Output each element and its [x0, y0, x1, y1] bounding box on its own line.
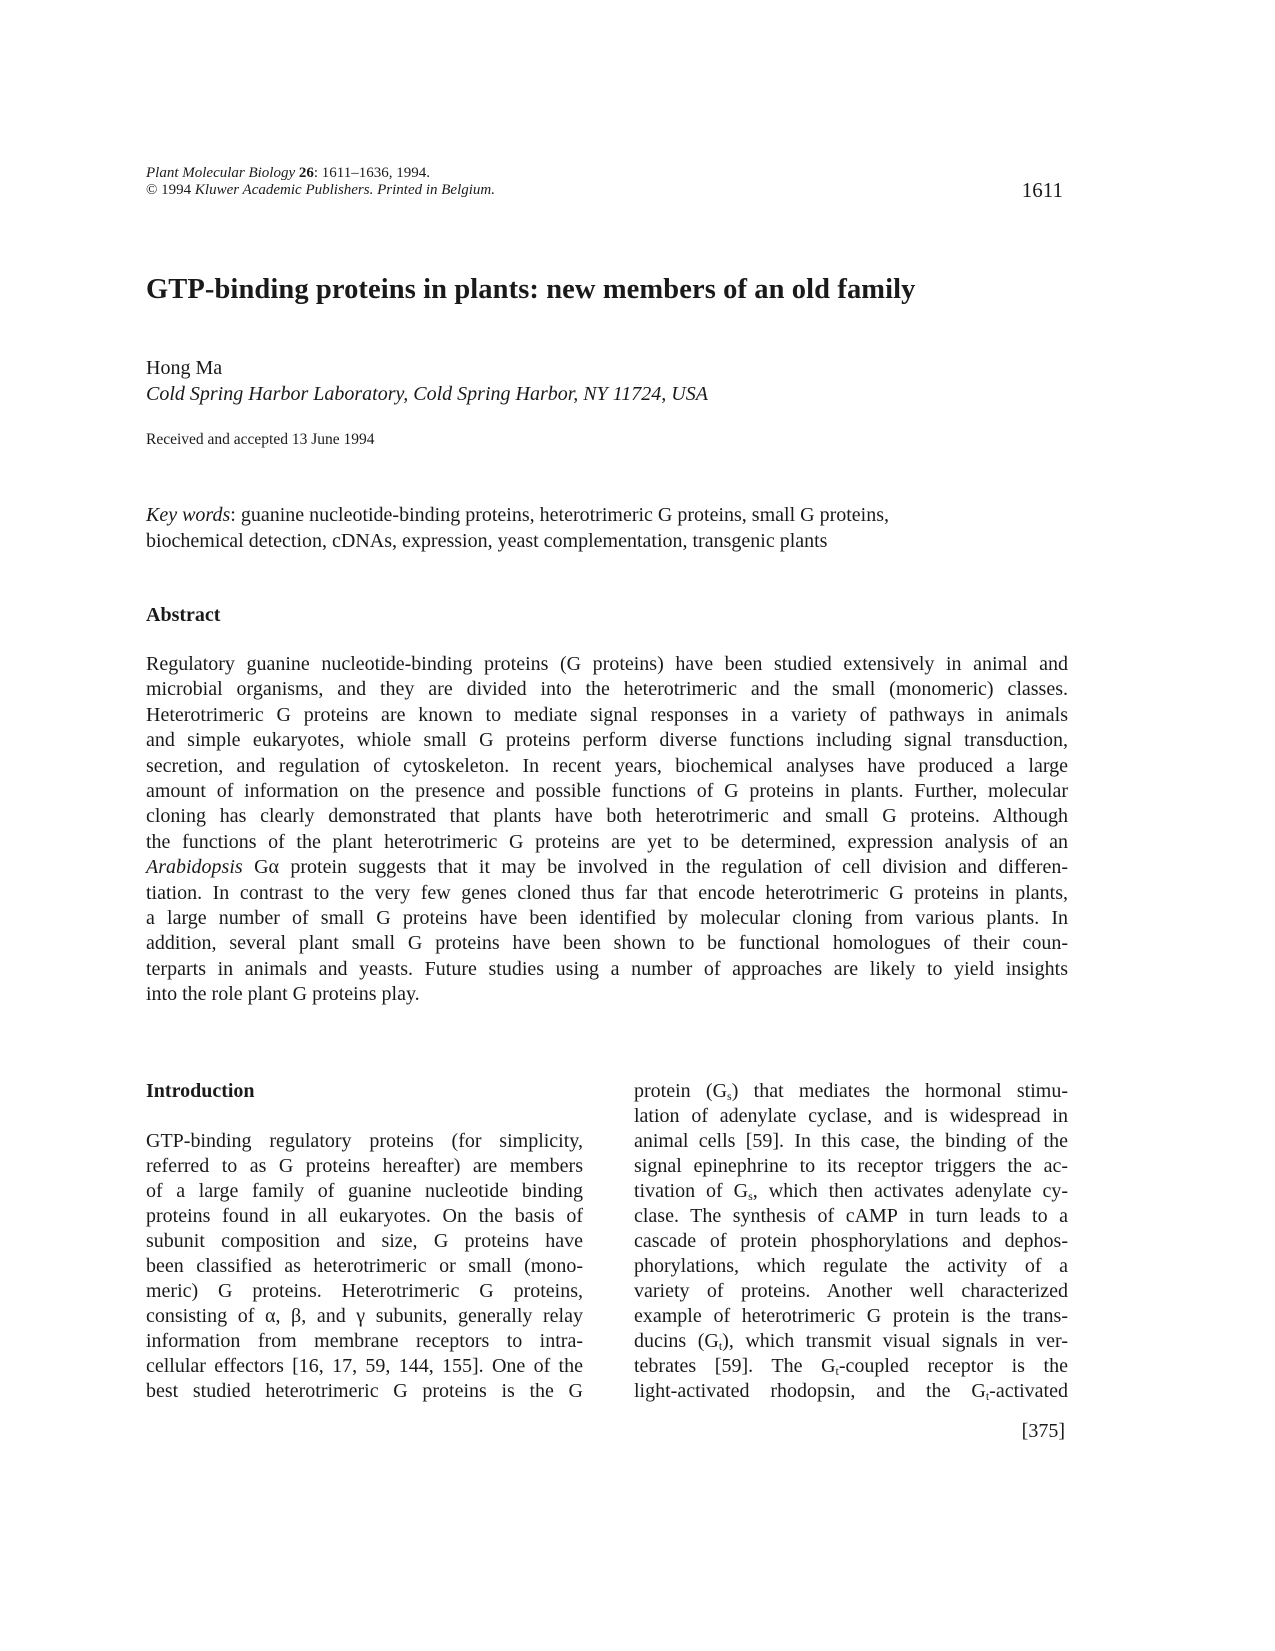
subscript: s: [748, 1189, 753, 1203]
page-number: 1611: [1021, 178, 1063, 202]
subscript: t: [985, 1389, 990, 1403]
intro-line: animal cells [59]. In this case, the binding of the: [634, 1130, 1068, 1152]
text-run: ) that mediates the hormonal stimu-: [731, 1080, 1068, 1102]
intro-right-column: [634, 1080, 1068, 1405]
intro-line: referred to as G proteins hereafter) are members: [146, 1155, 583, 1177]
abstract-line: Regulatory guanine nucleotide-binding proteins (G proteins) have been studied extensively in animal and: [146, 653, 1068, 675]
intro-line: GTP-binding regulatory proteins (for simplicity,: [146, 1130, 583, 1152]
journal-name: Plant Molecular Biology: [146, 165, 296, 181]
text-run: -coupled receptor is the: [838, 1355, 1068, 1377]
abstract-line: the functions of the plant heterotrimeric G proteins are yet to be determined, expression analysis of an: [146, 830, 1068, 853]
subscript: s: [727, 1089, 732, 1103]
text-run: -activated: [989, 1380, 1068, 1402]
organism-name: Arabidopsis: [146, 856, 243, 879]
keywords-line-2: biochemical detection, cDNAs, expression, yeast complementation, transgenic plants: [146, 529, 828, 552]
received-date: Received and accepted 13 June 1994: [146, 431, 375, 448]
author-affiliation: Cold Spring Harbor Laboratory, Cold Spring Harbor, NY 11724, USA: [146, 383, 708, 405]
keywords-label: Key words: [146, 504, 231, 526]
intro-line: signal epinephrine to its receptor triggers the ac-: [634, 1155, 1068, 1177]
intro-line: of a large family of guanine nucleotide binding: [146, 1180, 583, 1202]
intro-line: cellular effectors [16, 17, 59, 144, 155]. One of the: [146, 1355, 583, 1377]
abstract-line: amount of information on the presence and possible functions of G proteins in plants. Further, molecular: [146, 779, 1068, 802]
abstract-line: microbial organisms, and they are divided into the heterotrimeric and the small (monomeric) classes.: [146, 678, 1068, 701]
abstract-line: cloning has clearly demonstrated that plants have both heterotrimeric and small G proteins. Although: [146, 805, 1068, 828]
text-run: , which then activates adenylate cy-: [752, 1180, 1068, 1202]
text-run: ducins (G: [634, 1330, 719, 1352]
journal-pages: : 1611–1636, 1994.: [313, 165, 431, 181]
text-run: ), which transmit visual signals in ver-: [722, 1330, 1068, 1352]
intro-line: cascade of protein phosphorylations and dephos-: [634, 1230, 1068, 1252]
abstract-line: into the role plant G proteins play.: [146, 983, 420, 1006]
abstract-line-arabidopsis: [146, 855, 1068, 880]
abstract-line-rest: Gα protein suggests that it may be involved in the regulation of cell division and differen-: [242, 856, 1068, 879]
abstract-line: secretion, and regulation of cytoskeleton. In recent years, biochemical analyses have produced a large: [146, 754, 1068, 777]
text-run: tivation of G: [634, 1180, 749, 1202]
intro-line: clase. The synthesis of cAMP in turn leads to a: [634, 1205, 1068, 1227]
intro-line: variety of proteins. Another well characterized: [634, 1280, 1068, 1302]
copyright-symbol: ©: [146, 182, 158, 198]
subscript: t: [835, 1364, 839, 1378]
intro-line: [634, 1355, 1068, 1380]
author-name: Hong Ma: [146, 357, 223, 379]
publisher: Kluwer Academic Publishers. Printed in Belgium.: [194, 182, 496, 198]
intro-line: meric) G proteins. Heterotrimeric G proteins,: [146, 1280, 583, 1302]
intro-line: information from membrane receptors to intra-: [146, 1330, 583, 1352]
abstract-heading: Abstract: [146, 604, 221, 626]
subscript: t: [718, 1339, 723, 1353]
abstract-line: terparts in animals and yeasts. Future studies using a number of approaches are likely to yield insights: [146, 957, 1068, 980]
text-run: tebrates [59]. The G: [634, 1355, 836, 1377]
intro-line: [634, 1180, 1068, 1205]
abstract-line: addition, several plant small G proteins have been shown to be functional homologues of their coun-: [146, 932, 1068, 955]
intro-line: been classified as heterotrimeric or small (mono-: [146, 1255, 583, 1277]
keywords-line-1: [146, 503, 1071, 529]
article-title: GTP-binding proteins in plants: new members of an old family: [146, 274, 916, 305]
journal-volume: 26: [298, 165, 314, 181]
intro-line: consisting of α, β, and γ subunits, generally relay: [146, 1305, 583, 1327]
footer-page-reference: [375]: [1021, 1420, 1065, 1442]
abstract-line: and simple eukaryotes, whiole small G proteins perform diverse functions including signal transduction,: [146, 729, 1068, 752]
intro-line: lation of adenylate cyclase, and is widespread in: [634, 1105, 1068, 1127]
keywords: [146, 503, 1071, 554]
intro-line: [634, 1080, 1068, 1105]
journal-line-2: [146, 182, 495, 199]
abstract-line: a large number of small G proteins have been identified by molecular cloning from various plants. In: [146, 906, 1068, 929]
text-run: protein (G: [634, 1080, 728, 1102]
intro-line: subunit composition and size, G proteins have: [146, 1230, 583, 1252]
intro-line: example of heterotrimeric G protein is the trans-: [634, 1305, 1068, 1327]
intro-line: best studied heterotrimeric G proteins is the G: [146, 1380, 583, 1402]
intro-line: proteins found in all eukaryotes. On the basis of: [146, 1205, 583, 1227]
keywords-text-1: : guanine nucleotide-binding proteins, heterotrimeric G proteins, small G proteins,: [230, 504, 889, 526]
journal-line-1: [146, 165, 495, 182]
abstract-line: Heterotrimeric G proteins are known to mediate signal responses in a variety of pathways in animals: [146, 703, 1068, 726]
text-run: light-activated rhodopsin, and the G: [634, 1380, 986, 1402]
abstract-body: [146, 652, 1068, 1007]
intro-left-column: [146, 1080, 583, 1405]
intro-line: phorylations, which regulate the activity of a: [634, 1255, 1068, 1277]
introduction-heading: Introduction: [146, 1080, 255, 1102]
intro-line: [634, 1330, 1068, 1355]
intro-line: [634, 1380, 1068, 1405]
abstract-line: tiation. In contrast to the very few genes cloned thus far that encode heterotrimeric G proteins in plants,: [146, 881, 1068, 904]
copyright-year: 1994: [157, 182, 195, 198]
journal-citation: [146, 165, 495, 199]
